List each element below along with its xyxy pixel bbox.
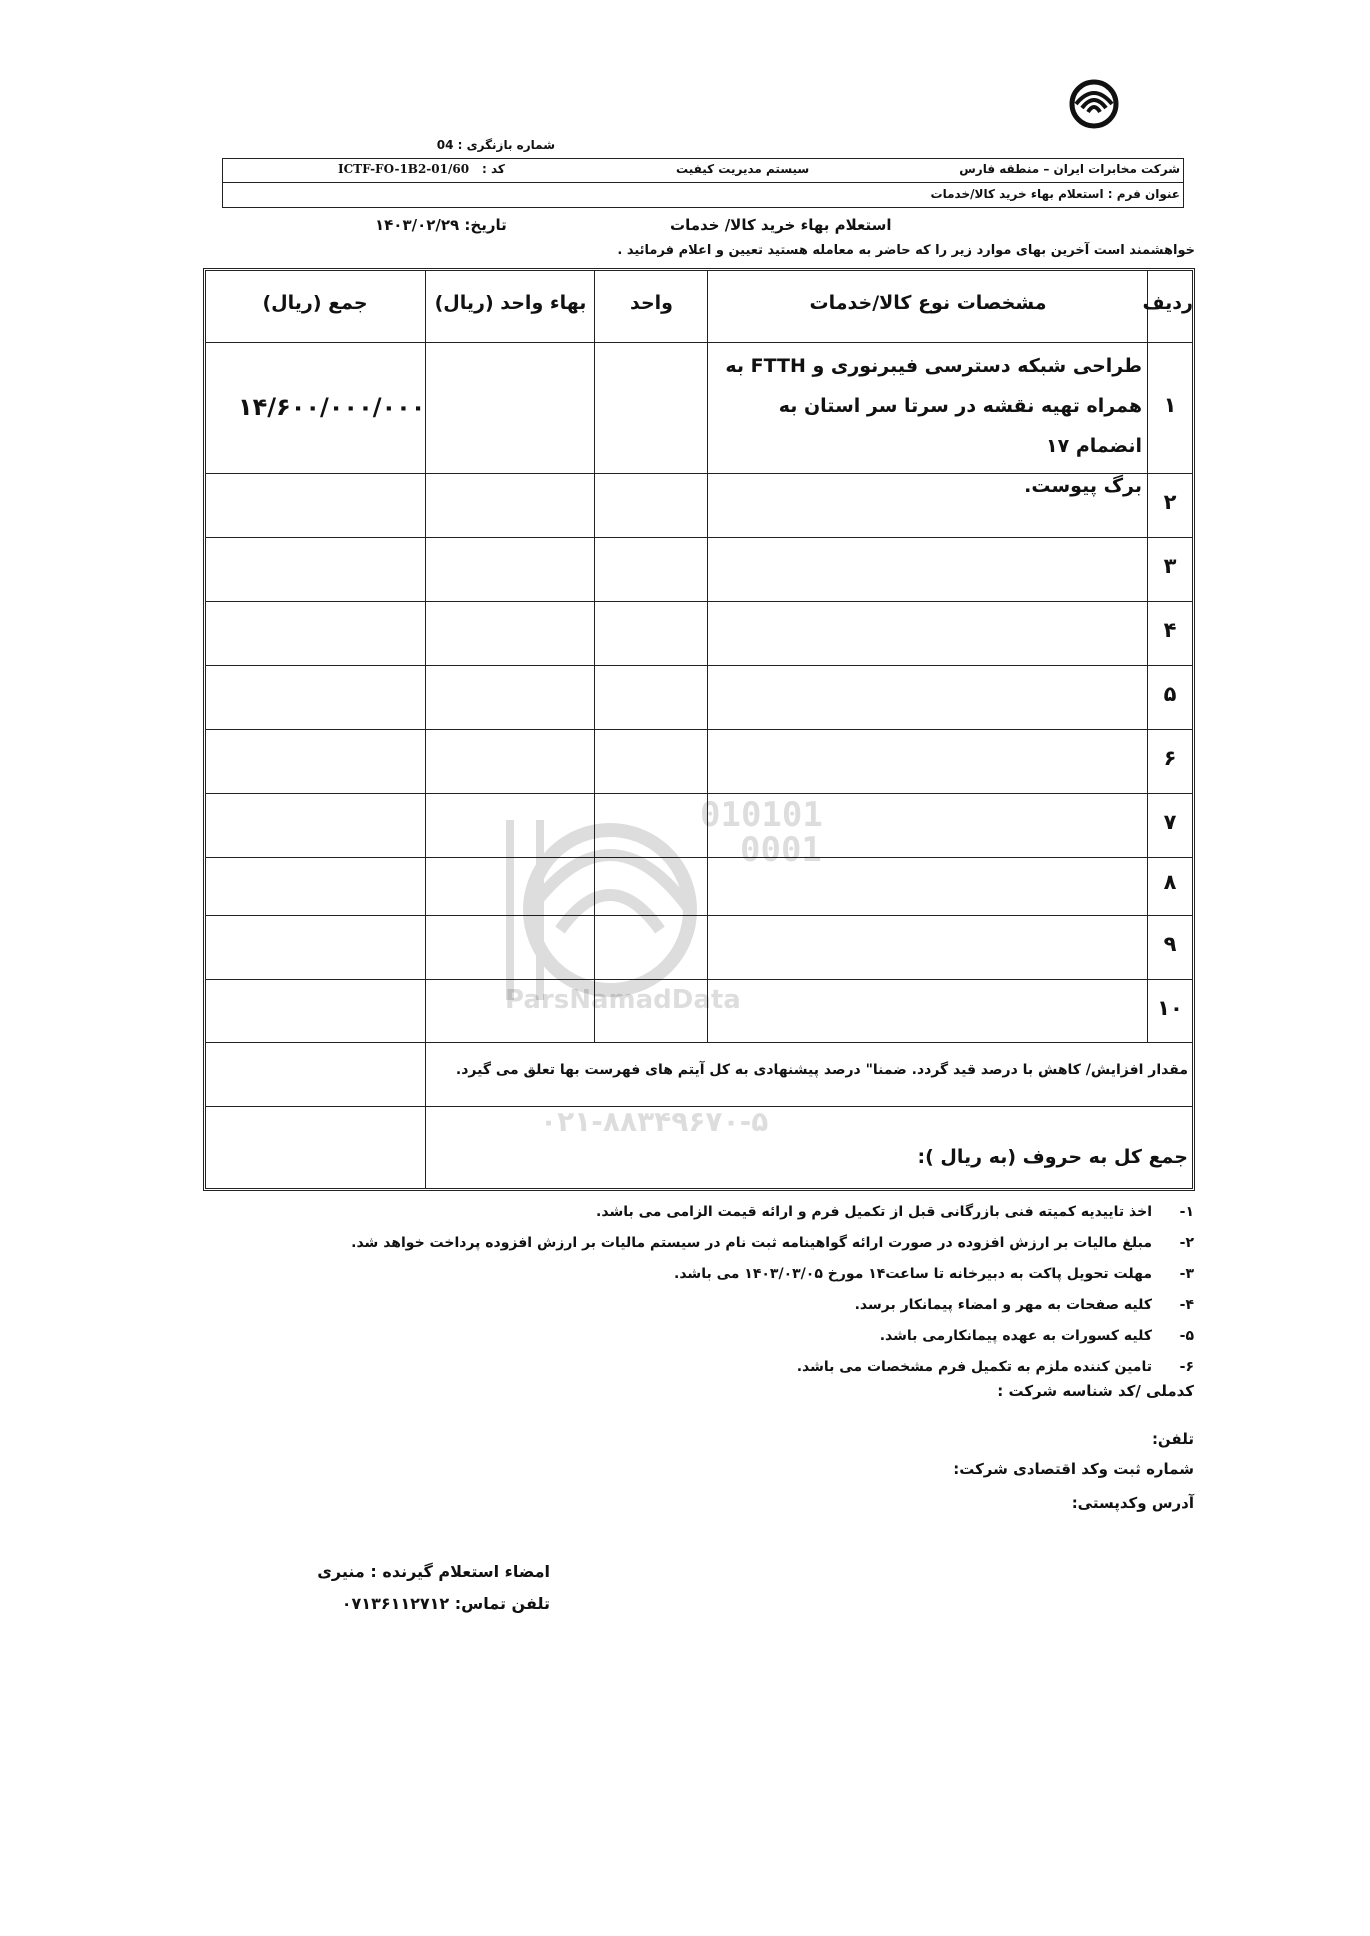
col-border bbox=[1147, 270, 1148, 1042]
description-line: برگ پیوست. bbox=[1024, 475, 1142, 497]
row-number: ۲ bbox=[1163, 490, 1177, 514]
row-1-description bbox=[712, 346, 1142, 506]
term-item: ۲-مبلغ مالیات بر ارزش افزوده در صورت ارائه گواهینامه ثبت نام در سیستم مالیات بر ارزش افزوده پرداخت خواهد شد. bbox=[351, 1235, 1194, 1251]
header-unit: واحد bbox=[630, 292, 673, 314]
document-title: استعلام بهاء خرید کالا/ خدمات bbox=[670, 216, 892, 234]
row-number: ۹ bbox=[1163, 932, 1177, 956]
row-number: ۱۰ bbox=[1157, 996, 1183, 1020]
row-number: ۴ bbox=[1163, 618, 1177, 642]
national-id-field: کدملی /کد شناسه شرکت : bbox=[997, 1382, 1194, 1400]
header-description: مشخصات نوع کالا/خدمات bbox=[809, 292, 1047, 314]
row-1-total: ۱۴/۶۰۰/۰۰۰/۰۰۰ bbox=[238, 393, 426, 421]
row-border bbox=[205, 729, 1193, 730]
form-title: عنوان فرم : استعلام بهاء خرید کالا/خدمات bbox=[930, 187, 1180, 201]
row-border bbox=[205, 537, 1193, 538]
term-item: ۴-کلیه صفحات به مهر و امضاء پیمانکار برسد. bbox=[854, 1297, 1194, 1313]
requester-signature: امضاء استعلام گیرنده : منیری bbox=[317, 1562, 550, 1581]
row-border bbox=[205, 793, 1193, 794]
row-number: ۸ bbox=[1163, 870, 1177, 894]
total-in-words-label: جمع کل به حروف (به ریال ): bbox=[917, 1146, 1188, 1168]
description-line: همراه تهیه نقشه در سرتا سر استان به انضمام ۱۷ bbox=[778, 395, 1142, 457]
watermark-binary: 0001 bbox=[740, 830, 822, 870]
term-item: ۱-اخذ تاییدیه کمیته فنی بازرگانی قبل از تکمیل فرم و ارائه قیمت الزامی می باشد. bbox=[596, 1204, 1194, 1220]
description-line: طراحی شبکه دسترسی فیبرنوری و FTTH به bbox=[725, 355, 1142, 377]
company-logo bbox=[1062, 78, 1122, 130]
revision-number: شماره بازنگری : 04 bbox=[436, 138, 555, 152]
percentage-note: مقدار افزایش/ کاهش با درصد قید گردد. ضمنا" درصد پیشنهادی به کل آیتم های فهرست بها تعلق می گیرد. bbox=[455, 1062, 1188, 1078]
row-border bbox=[205, 601, 1193, 602]
row-border bbox=[205, 342, 1193, 343]
header-unit-price: بهاء واحد (ریال) bbox=[434, 292, 587, 314]
term-item: ۳-مهلت تحویل پاکت به دبیرخانه تا ساعت۱۴ مورخ ۱۴۰۳/۰۳/۰۵ می باشد. bbox=[674, 1266, 1194, 1282]
row-number: ۳ bbox=[1163, 554, 1177, 578]
quality-system: سیستم مدیریت کیفیت bbox=[676, 162, 810, 176]
row-border bbox=[205, 665, 1193, 666]
term-item: ۶-تامین کننده ملزم به تکمیل فرم مشخصات می باشد. bbox=[796, 1359, 1194, 1375]
code-label: کد : bbox=[482, 162, 505, 176]
header-total: جمع (ریال) bbox=[262, 292, 368, 314]
row-number: ۶ bbox=[1163, 746, 1177, 770]
document-date: تاریخ: ۱۴۰۳/۰۲/۲۹ bbox=[375, 216, 507, 234]
form-code: ICTF-FO-1B2-01/60 bbox=[338, 162, 470, 176]
address-field: آدرس وکدپستی: bbox=[1071, 1494, 1194, 1512]
row-number: ۵ bbox=[1163, 682, 1177, 706]
row-number: ۱ bbox=[1163, 393, 1177, 417]
header-divider bbox=[222, 182, 1184, 183]
header-row-number: ردیف bbox=[1142, 292, 1193, 314]
phone-field: تلفن: bbox=[1151, 1430, 1194, 1448]
registration-field: شماره ثبت وکد اقتصادی شرکت: bbox=[953, 1460, 1194, 1478]
watermark-brand: ParsNamadData bbox=[505, 985, 741, 1015]
watermark-binary: 010101 bbox=[700, 795, 823, 835]
intro-text: خواهشمند است آخرین بهای موارد زیر را که حاضر به معامله هستید تعیین و اعلام فرمائید . bbox=[617, 243, 1195, 258]
terms-list bbox=[294, 1197, 1194, 1383]
term-item: ۵-کلیه کسورات به عهده پیمانکارمی باشد. bbox=[879, 1328, 1194, 1344]
contact-phone: تلفن تماس: ۰۷۱۳۶۱۱۲۷۱۲ bbox=[341, 1594, 550, 1613]
company-name: شرکت مخابرات ایران – منطقه فارس bbox=[959, 162, 1180, 176]
row-number: ۷ bbox=[1163, 810, 1177, 834]
watermark-phone: ۰۲۱-۸۸۳۴۹۶۷۰-۵ bbox=[540, 1105, 769, 1138]
